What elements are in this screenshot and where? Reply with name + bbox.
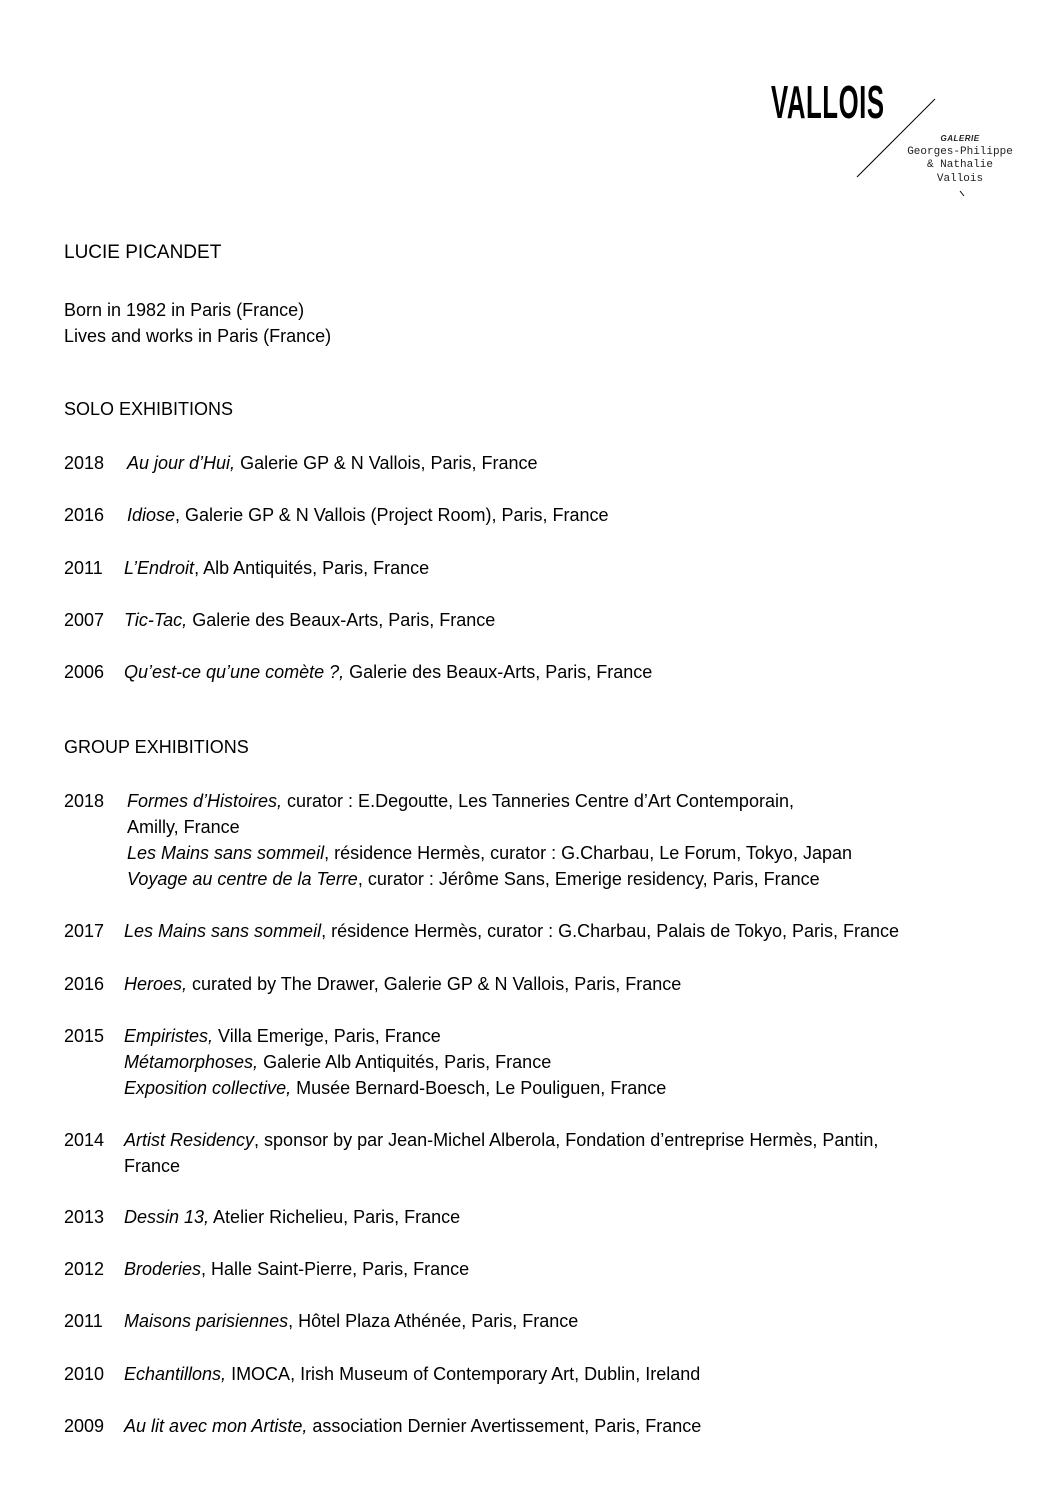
exhibition-line	[127, 788, 1024, 814]
logo-sub-line: & Nathalie	[926, 159, 993, 171]
exhibition-year: 2011	[64, 1311, 103, 1331]
exhibition-details: Galerie des Beaux-Arts, Paris, France	[187, 610, 496, 630]
exhibition-details: , Galerie GP & N Vallois (Project Room), Paris, France	[175, 505, 609, 525]
exhibition-details: Villa Emerige, Paris, France	[213, 1026, 441, 1046]
exhibition-line	[124, 1075, 1024, 1101]
exhibition-details: , résidence Hermès, curator : G.Charbau, Le Forum, Tokyo, Japan	[324, 843, 852, 863]
logo-sub-line: Georges-Philippe	[907, 145, 1013, 158]
exhibition-details: Atelier Richelieu, Paris, France	[209, 1207, 461, 1227]
exhibition-line	[124, 918, 1024, 944]
exhibition-line	[127, 866, 1024, 892]
exhibition-year: 2012	[64, 1259, 105, 1279]
exhibition-title: Les Mains sans sommeil	[124, 921, 322, 941]
exhibition-entry	[64, 555, 1024, 581]
exhibition-year: 2009	[64, 1416, 105, 1436]
exhibition-line	[127, 814, 1024, 840]
exhibition-details: Galerie des Beaux-Arts, Paris, France	[344, 662, 653, 682]
exhibition-entry	[64, 502, 1024, 528]
exhibition-line	[124, 1049, 1024, 1075]
exhibition-entry	[64, 918, 1024, 944]
exhibition-line	[124, 971, 1024, 997]
exhibition-details: , curator : Jérôme Sans, Emerige residency, Paris, France	[357, 869, 820, 889]
artist-name: LUCIE PICANDET	[64, 242, 222, 263]
exhibition-title: Empiristes,	[124, 1026, 214, 1046]
exhibition-line	[124, 607, 1024, 633]
exhibition-line	[124, 555, 1024, 581]
exhibition-details: curated by The Drawer, Galerie GP & N Vallois, Paris, France	[187, 974, 682, 994]
exhibition-details: , Alb Antiquités, Paris, France	[194, 558, 430, 578]
exhibition-title: Maisons parisiennes	[124, 1311, 289, 1331]
exhibition-title: Voyage au centre de la Terre	[127, 869, 358, 889]
bio-lives: Lives and works in Paris (France)	[64, 326, 332, 346]
exhibition-line	[124, 1361, 1024, 1387]
group-exhibitions-heading: GROUP EXHIBITIONS	[64, 737, 249, 757]
exhibition-title: Formes d’Histoires,	[127, 791, 283, 811]
exhibition-line	[127, 450, 1024, 476]
artist-bio	[64, 297, 331, 349]
exhibition-entry	[64, 971, 1024, 997]
exhibition-title: L’Endroit	[124, 558, 195, 578]
exhibition-year: 2018	[64, 453, 105, 473]
exhibition-line	[127, 502, 1024, 528]
exhibition-line	[124, 1308, 1024, 1334]
exhibition-details: , Halle Saint-Pierre, Paris, France	[201, 1259, 470, 1279]
exhibition-title: Au lit avec mon Artiste,	[124, 1416, 308, 1436]
gallery-logo-wordmark: VALLOIS	[771, 76, 885, 128]
exhibition-year: 2015	[64, 1026, 105, 1046]
exhibition-entry	[64, 1308, 1024, 1334]
exhibition-year: 2014	[64, 1130, 105, 1150]
exhibition-title: Echantillons,	[124, 1364, 227, 1384]
exhibition-year: 2007	[64, 610, 105, 630]
exhibition-entry	[64, 1204, 1024, 1230]
exhibition-title: Les Mains sans sommeil	[127, 843, 325, 863]
exhibition-line	[124, 1023, 1024, 1049]
exhibition-title: Heroes,	[124, 974, 188, 994]
exhibition-line	[124, 1204, 1024, 1230]
gallery-logo-subtitle	[895, 132, 1025, 186]
exhibition-details: France	[124, 1156, 181, 1176]
exhibition-year: 2017	[64, 921, 105, 941]
logo-galerie-label: GALERIE	[940, 134, 980, 143]
exhibition-title: Métamorphoses,	[124, 1052, 259, 1072]
exhibition-details: Galerie Alb Antiquités, Paris, France	[258, 1052, 552, 1072]
logo-sub-line: Vallois	[936, 172, 984, 185]
exhibition-entry	[64, 1127, 1024, 1179]
exhibition-details: curator : E.Degoutte, Les Tanneries Centre d’Art Contemporain,	[282, 791, 794, 811]
exhibition-year: 2018	[64, 791, 105, 811]
exhibition-line	[124, 1127, 1024, 1153]
exhibition-title: Qu’est-ce qu’une comète ?,	[124, 662, 345, 682]
exhibition-entry	[64, 1413, 1024, 1439]
exhibition-year: 2010	[64, 1364, 105, 1384]
exhibition-details: Galerie GP & N Vallois, Paris, France	[235, 453, 538, 473]
exhibition-title: Tic-Tac,	[124, 610, 188, 630]
exhibition-title: Idiose	[127, 505, 176, 525]
solo-exhibitions-heading: SOLO EXHIBITIONS	[64, 399, 234, 419]
exhibition-line	[127, 840, 1024, 866]
exhibition-entry	[64, 607, 1024, 633]
exhibition-line	[124, 1413, 1024, 1439]
exhibition-line	[124, 1256, 1024, 1282]
exhibition-line	[124, 1153, 1024, 1179]
exhibition-entry	[64, 1256, 1024, 1282]
exhibition-year: 2006	[64, 662, 105, 682]
exhibition-year: 2013	[64, 1207, 105, 1227]
exhibition-details: Musée Bernard-Boesch, Le Pouliguen, France	[291, 1078, 667, 1098]
exhibition-title: Artist Residency	[124, 1130, 255, 1150]
exhibition-year: 2016	[64, 505, 105, 525]
exhibition-entry	[64, 788, 1024, 892]
exhibition-details: Amilly, France	[127, 817, 240, 837]
exhibition-details: , sponsor by par Jean-Michel Alberola, Fondation d’entreprise Hermès, Pantin,	[254, 1130, 879, 1150]
exhibition-entry	[64, 659, 1024, 685]
exhibition-entry	[64, 450, 1024, 476]
exhibition-title: Broderies	[124, 1259, 202, 1279]
exhibition-title: Dessin 13,	[124, 1207, 210, 1227]
exhibition-title: Exposition collective,	[124, 1078, 292, 1098]
bio-born: Born in 1982 in Paris (France)	[64, 300, 305, 320]
exhibition-details: IMOCA, Irish Museum of Contemporary Art, Dublin, Ireland	[226, 1364, 701, 1384]
exhibition-details: , résidence Hermès, curator : G.Charbau, Palais de Tokyo, Paris, France	[321, 921, 899, 941]
exhibition-details: , Hôtel Plaza Athénée, Paris, France	[288, 1311, 579, 1331]
exhibition-entry	[64, 1023, 1024, 1101]
exhibition-year: 2016	[64, 974, 105, 994]
exhibition-entry	[64, 1361, 1024, 1387]
exhibition-details: association Dernier Avertissement, Paris, France	[307, 1416, 702, 1436]
exhibition-year: 2011	[64, 558, 103, 578]
exhibition-line	[124, 659, 1024, 685]
exhibition-title: Au jour d’Hui,	[127, 453, 236, 473]
